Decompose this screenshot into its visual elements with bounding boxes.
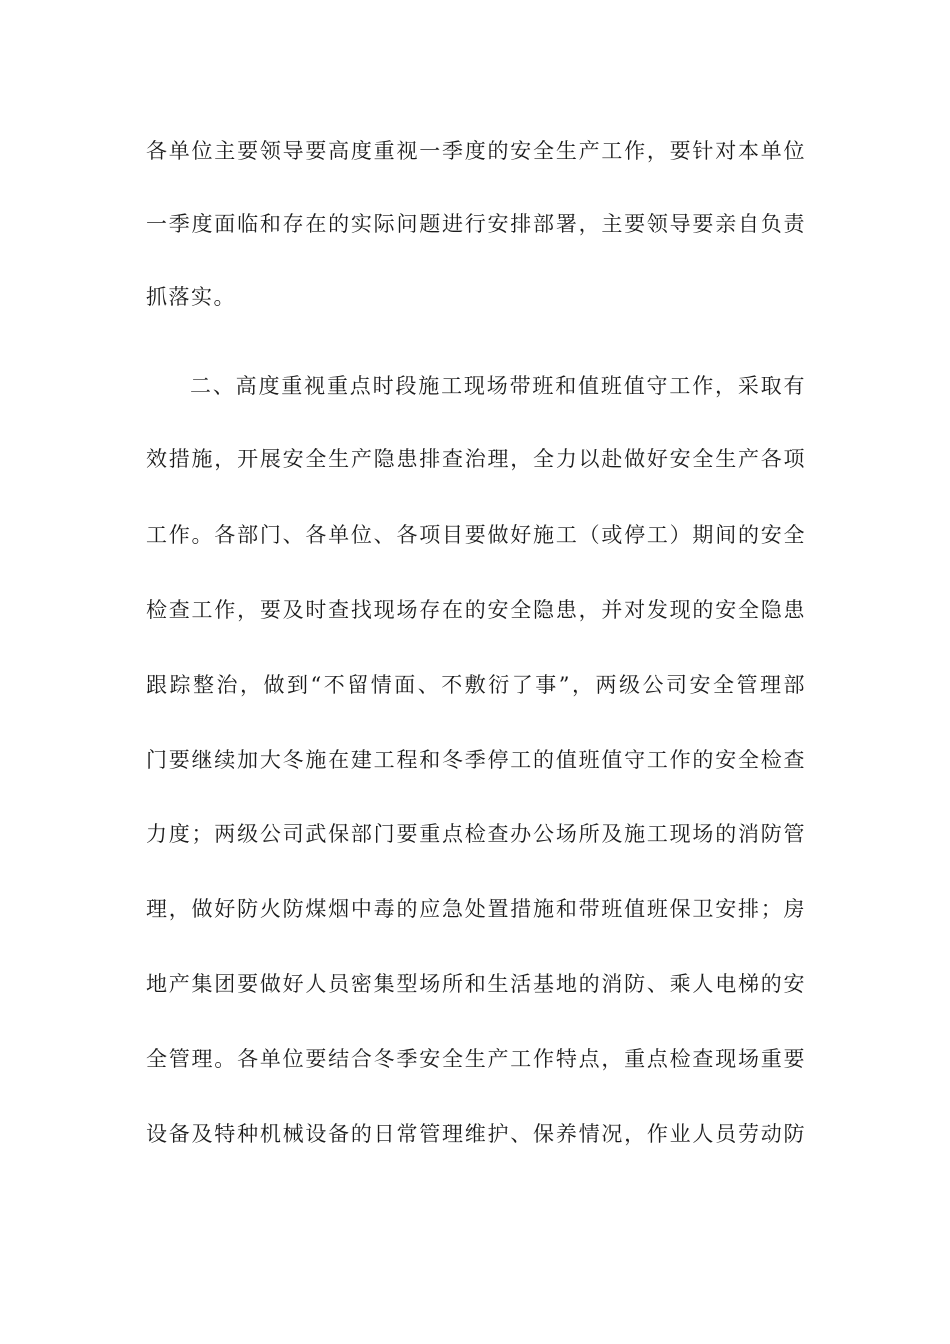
paragraph-line: 理，做好防火防煤烟中毒的应急处置措施和带班值班保卫安排；房 — [146, 897, 806, 921]
paragraph-line: 一季度面临和存在的实际问题进行安排部署，主要领导要亲自负责 — [146, 212, 806, 236]
paragraph-line: 效措施，开展安全生产隐患排查治理，全力以赴做好安全生产各项 — [146, 447, 806, 471]
paragraph-line: 跟踪整治，做到“不留情面、不敷衍了事”，两级公司安全管理部 — [146, 673, 806, 697]
paragraph-line: 检查工作，要及时查找现场存在的安全隐患，并对发现的安全隐患 — [146, 598, 806, 622]
paragraph-line: 设备及特种机械设备的日常管理维护、保养情况，作业人员劳动防 — [146, 1122, 806, 1146]
paragraph-line: 工作。各部门、各单位、各项目要做好施工（或停工）期间的安全 — [146, 523, 806, 547]
paragraph-line: 抓落实。 — [146, 285, 236, 309]
paragraph-line: 地产集团要做好人员密集型场所和生活基地的消防、乘人电梯的安 — [146, 972, 806, 996]
paragraph-line: 力度；两级公司武保部门要重点检查办公场所及施工现场的消防管 — [146, 822, 806, 846]
paragraph-line: 门要继续加大冬施在建工程和冬季停工的值班值守工作的安全检查 — [146, 748, 806, 772]
paragraph-line: 各单位主要领导要高度重视一季度的安全生产工作，要针对本单位 — [146, 139, 806, 163]
paragraph-line: 全管理。各单位要结合冬季安全生产工作特点，重点检查现场重要 — [146, 1047, 806, 1071]
paragraph-line: 二、高度重视重点时段施工现场带班和值班值守工作，采取有 — [190, 374, 806, 398]
